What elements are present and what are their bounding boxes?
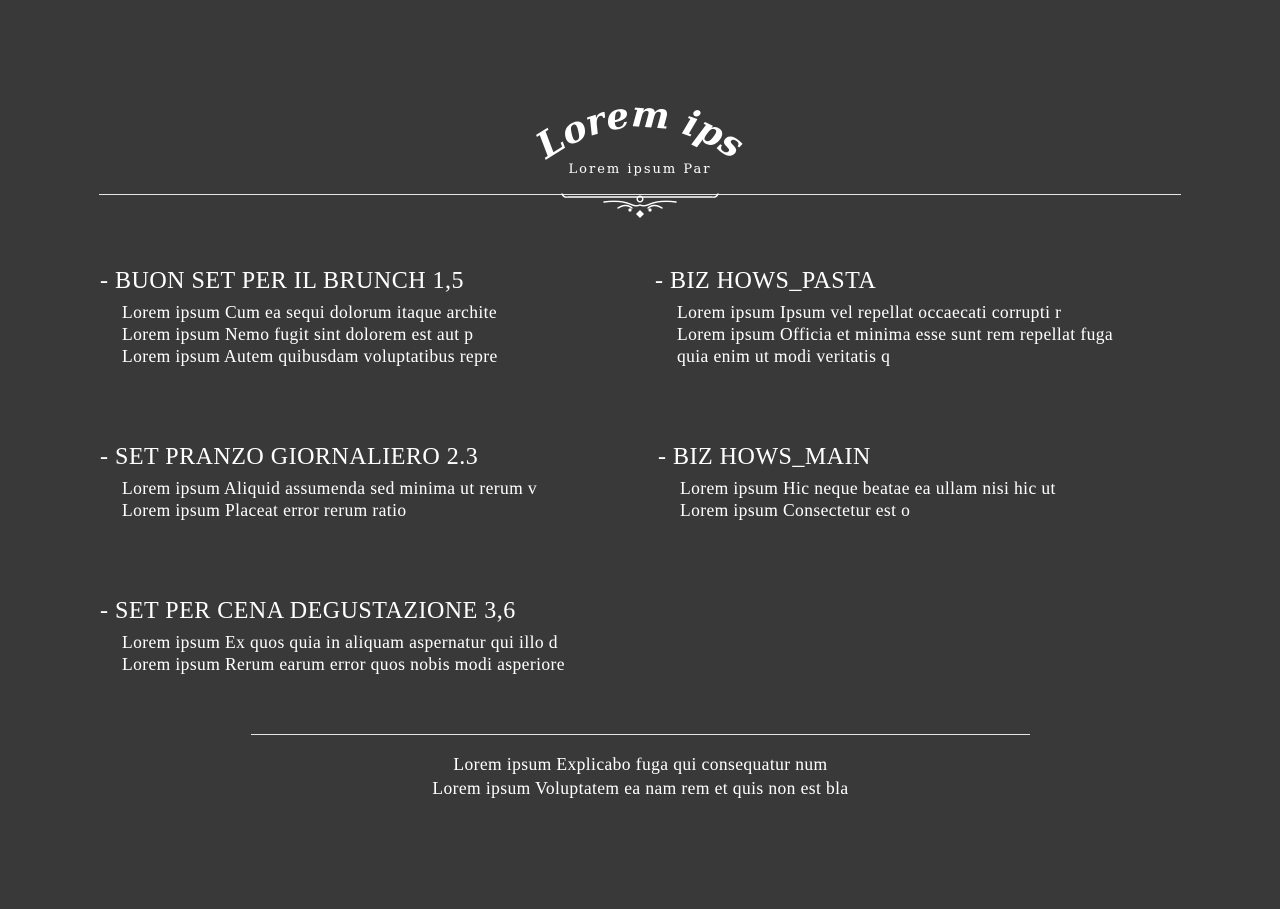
menu-section-lunch <box>100 443 537 521</box>
section-line: Lorem ipsum Ipsum vel repellat occaecati corrupti r <box>677 302 1062 322</box>
section-lines <box>680 477 1056 521</box>
footer-line: Lorem ipsum Explicabo fuga qui consequatur num <box>453 754 828 774</box>
section-heading: - SET PER CENA DEGUSTAZIONE 3,6 <box>100 598 516 624</box>
footer-divider <box>251 734 1030 735</box>
section-line: Lorem ipsum Autem quibusdam voluptatibus repre <box>122 346 498 366</box>
menu-section-main <box>658 443 1056 521</box>
logo-subtitle: Lorem ipsum Par <box>568 162 712 177</box>
menu-section-brunch <box>100 267 498 367</box>
section-lines <box>677 301 1113 367</box>
section-line: Lorem ipsum Officia et minima esse sunt rem repellat fuga <box>677 324 1114 344</box>
section-lines <box>122 477 537 521</box>
footer-line: Lorem ipsum Voluptatem ea nam rem et quis non est bla <box>432 778 849 798</box>
section-line: Lorem ipsum Hic neque beatae ea ullam nisi hic ut <box>680 478 1056 498</box>
section-heading: - BIZ HOWS_PASTA <box>655 268 877 294</box>
section-line: Lorem ipsum Ex quos quia in aliquam aspernatur qui illo d <box>122 632 558 652</box>
section-line: Lorem ipsum Cum ea sequi dolorum itaque archite <box>122 302 498 322</box>
section-line: Lorem ipsum Aliquid assumenda sed minima ut rerum v <box>122 478 538 498</box>
section-heading: - BIZ HOWS_MAIN <box>658 444 871 470</box>
section-line: Lorem ipsum Placeat error rerum ratio <box>122 500 407 520</box>
logo-title-arc <box>510 92 770 172</box>
section-lines <box>122 301 498 367</box>
flourish-ornament-icon <box>560 188 720 220</box>
section-heading: - BUON SET PER IL BRUNCH 1,5 <box>100 268 465 294</box>
menu-section-dinner <box>100 597 565 675</box>
section-line: Lorem ipsum Consectetur est o <box>680 500 911 520</box>
section-lines <box>122 631 565 675</box>
logo <box>510 92 770 192</box>
logo-title: Lorem ips <box>529 93 752 168</box>
section-line: quia enim ut modi veritatis q <box>677 346 891 366</box>
section-line: Lorem ipsum Rerum earum error quos nobis modi asperiore <box>122 654 565 674</box>
section-heading: - SET PRANZO GIORNALIERO 2.3 <box>100 444 479 470</box>
footer-notes <box>251 752 1030 800</box>
menu-section-pasta <box>655 267 1113 367</box>
section-line: Lorem ipsum Nemo fugit sint dolorem est aut p <box>122 324 474 344</box>
